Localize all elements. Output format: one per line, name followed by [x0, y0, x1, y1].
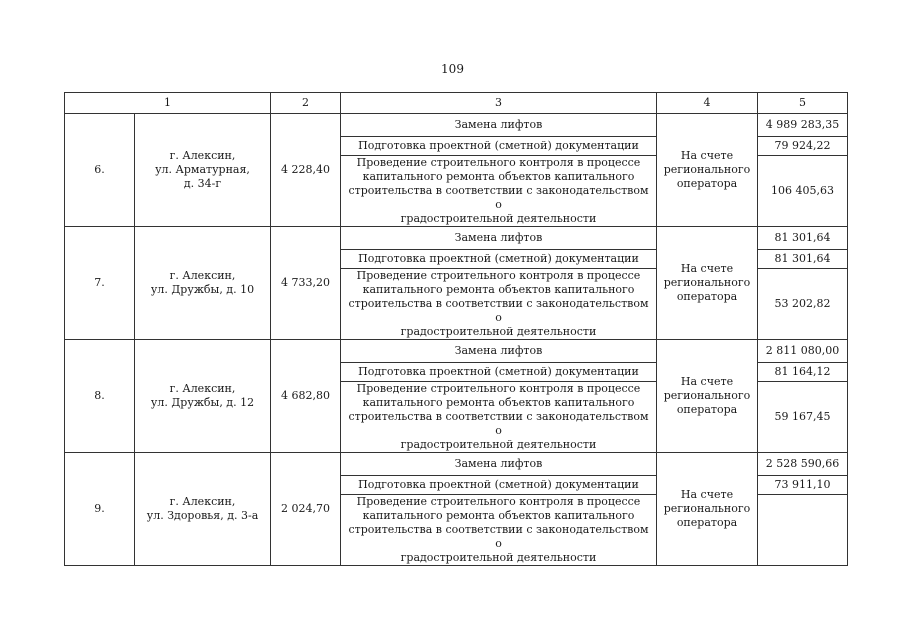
work-control-line: градостроительной деятельности [400, 438, 597, 451]
row-number: 8. [65, 340, 135, 453]
row-area: 4 682,80 [271, 340, 341, 453]
work-control [341, 156, 657, 227]
row-address [135, 453, 271, 566]
sum-control: 59 167,45 [758, 382, 848, 453]
repair-program-table [64, 92, 848, 566]
row-address [135, 114, 271, 227]
work-control-line: капитального ремонта объектов капитального [362, 509, 635, 522]
funding-line: На счете [680, 149, 734, 162]
work-design: Подготовка проектной (сметной) документации [341, 363, 657, 382]
row-funding [657, 453, 758, 566]
work-lifts: Замена лифтов [341, 227, 657, 250]
work-lifts: Замена лифтов [341, 453, 657, 476]
header-col-1: 1 [65, 93, 271, 114]
sum-control: 106 405,63 [758, 156, 848, 227]
work-design: Подготовка проектной (сметной) документации [341, 476, 657, 495]
row-area: 2 024,70 [271, 453, 341, 566]
work-control-line: строительства в соответствии с законодательством о [348, 184, 649, 211]
work-design: Подготовка проектной (сметной) документации [341, 250, 657, 269]
row-address [135, 340, 271, 453]
address-line: ул. Дружбы, д. 10 [150, 283, 255, 296]
header-col-2: 2 [271, 93, 341, 114]
address-line: ул. Арматурная, [155, 163, 250, 176]
work-control-line: строительства в соответствии с законодательством о [348, 410, 649, 437]
header-row [65, 93, 848, 114]
work-control-line: капитального ремонта объектов капитального [362, 170, 635, 183]
table-row [65, 453, 848, 476]
funding-line: регионального [663, 276, 751, 289]
work-lifts: Замена лифтов [341, 340, 657, 363]
funding-line: регионального [663, 502, 751, 515]
sum-design: 81 164,12 [758, 363, 848, 382]
work-lifts: Замена лифтов [341, 114, 657, 137]
row-number: 9. [65, 453, 135, 566]
address-line: д. 34-г [183, 177, 222, 190]
table-body [65, 93, 848, 566]
address-line: г. Алексин, [169, 149, 236, 162]
table-row [65, 340, 848, 363]
address-line: г. Алексин, [169, 495, 236, 508]
address-line: г. Алексин, [169, 382, 236, 395]
sum-lifts: 2 528 590,66 [758, 453, 848, 476]
work-control-line: капитального ремонта объектов капитального [362, 283, 635, 296]
work-control [341, 269, 657, 340]
row-address [135, 227, 271, 340]
work-design: Подготовка проектной (сметной) документации [341, 137, 657, 156]
sum-design: 73 911,10 [758, 476, 848, 495]
work-control [341, 382, 657, 453]
work-control-line: Проведение строительного контроля в процессе [356, 269, 641, 282]
funding-line: На счете [680, 262, 734, 275]
address-line: г. Алексин, [169, 269, 236, 282]
page-number: 109 [441, 62, 464, 76]
funding-line: оператора [676, 516, 738, 529]
work-control-line: строительства в соответствии с законодательством о [348, 523, 649, 550]
funding-line: оператора [676, 403, 738, 416]
sum-lifts: 2 811 080,00 [758, 340, 848, 363]
funding-line: регионального [663, 389, 751, 402]
table-row [65, 114, 848, 137]
address-line: ул. Дружбы, д. 12 [150, 396, 255, 409]
header-col-4: 4 [657, 93, 758, 114]
row-number: 6. [65, 114, 135, 227]
work-control-line: градостроительной деятельности [400, 325, 597, 338]
sum-design: 81 301,64 [758, 250, 848, 269]
address-line: ул. Здоровья, д. 3-а [146, 509, 259, 522]
sum-design: 79 924,22 [758, 137, 848, 156]
funding-line: На счете [680, 488, 734, 501]
work-control-line: Проведение строительного контроля в процессе [356, 382, 641, 395]
row-funding [657, 114, 758, 227]
work-control-line: градостроительной деятельности [400, 551, 597, 564]
row-area: 4 228,40 [271, 114, 341, 227]
funding-line: оператора [676, 290, 738, 303]
funding-line: оператора [676, 177, 738, 190]
work-control-line: капитального ремонта объектов капитального [362, 396, 635, 409]
sum-control: 53 202,82 [758, 269, 848, 340]
work-control-line: строительства в соответствии с законодательством о [348, 297, 649, 324]
sum-lifts: 81 301,64 [758, 227, 848, 250]
sum-control [758, 495, 848, 566]
header-col-3: 3 [341, 93, 657, 114]
row-number: 7. [65, 227, 135, 340]
header-col-5: 5 [758, 93, 848, 114]
funding-line: На счете [680, 375, 734, 388]
work-control-line: Проведение строительного контроля в процессе [356, 156, 641, 169]
row-area: 4 733,20 [271, 227, 341, 340]
sum-lifts: 4 989 283,35 [758, 114, 848, 137]
work-control-line: Проведение строительного контроля в процессе [356, 495, 641, 508]
table-row [65, 227, 848, 250]
work-control-line: градостроительной деятельности [400, 212, 597, 225]
funding-line: регионального [663, 163, 751, 176]
work-control [341, 495, 657, 566]
row-funding [657, 340, 758, 453]
row-funding [657, 227, 758, 340]
